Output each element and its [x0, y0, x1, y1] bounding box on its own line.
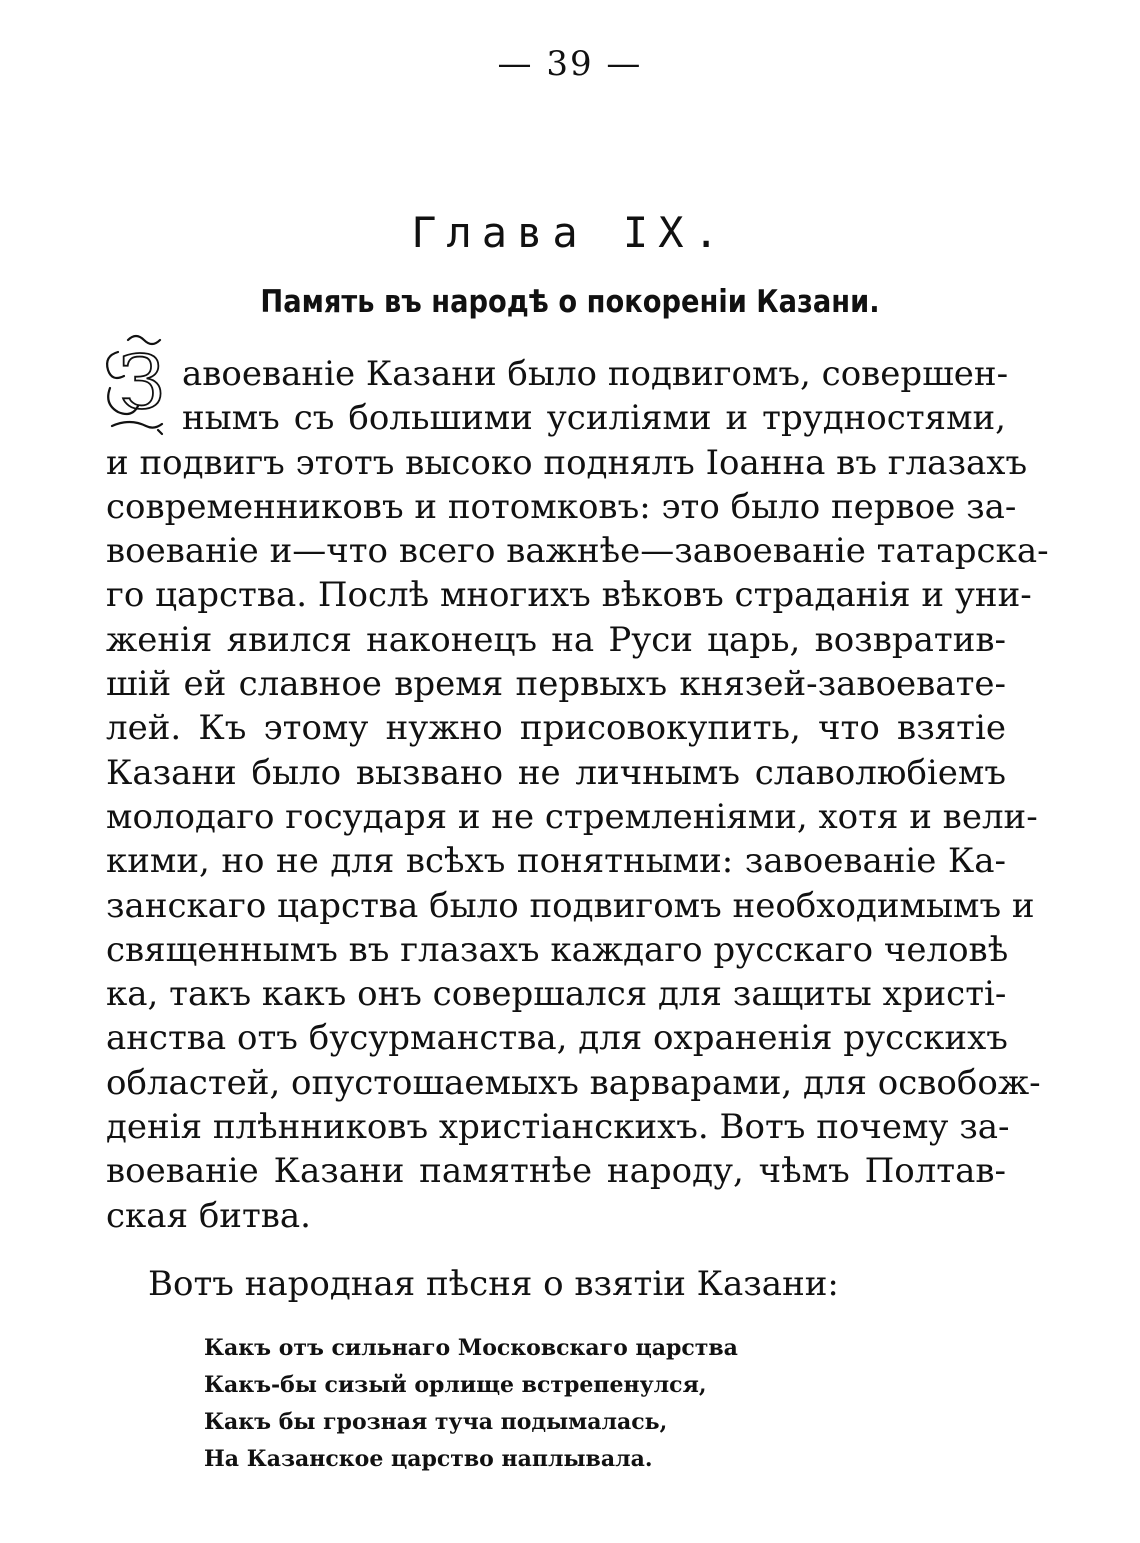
paragraph-line: авоеваніе Казани было подвигомъ, совершен-	[182, 354, 1009, 394]
paragraph-line: лей. Къ этому нужно присовокупить, что взятіе	[106, 708, 1006, 749]
paragraph-line: священнымъ въ глазахъ каждаго русскаго человѣ	[106, 929, 1009, 970]
verse-line: Какъ отъ сильнаго Московскаго царства	[204, 1335, 738, 1361]
paragraph-line: современниковъ и потомковъ: это было первое за-	[106, 486, 1017, 527]
paragraph-line: шій ей славное время первыхъ князей-завоевате-	[106, 664, 1006, 705]
drop-cap-letter: З	[118, 340, 166, 426]
verse-line: Какъ бы грозная туча подымалась,	[204, 1409, 668, 1435]
paragraph-line: кими, но не для всѣхъ понятными: завоеваніе Ка-	[106, 841, 1006, 882]
chapter-heading: Память въ народѣ о покореніи Казани.	[260, 284, 880, 320]
page-number: — 39 —	[497, 44, 643, 84]
paragraph	[106, 352, 1049, 1238]
paragraph-line: воеваніе и—что всего важнѣе—завоеваніе татарска-	[106, 531, 1049, 572]
paragraph-line: молодаго государя и не стремленіями, хотя и вели-	[106, 796, 1038, 837]
paragraph-line: ская битва.	[106, 1195, 311, 1236]
paragraph-line: и подвигъ этотъ высоко поднялъ Іоанна въ глазахъ	[106, 442, 1028, 483]
paragraph-line: анства отъ бусурманства, для охраненія русскихъ	[106, 1018, 1008, 1059]
paragraph-line: областей, опустошаемыхъ варварами, для освобож-	[106, 1062, 1041, 1103]
paragraph-line: денія плѣнниковъ христіанскихъ. Вотъ почему за-	[106, 1107, 1010, 1148]
paragraph-line: го царства. Послѣ многихъ вѣковъ страданія и уни-	[106, 575, 1032, 616]
chapter-title: Глава IX.	[411, 208, 729, 257]
paragraph-line: женія явился наконецъ на Руси царь, возвратив-	[106, 619, 1006, 660]
paragraph-line: ка, такъ какъ онъ совершался для защиты христі-	[106, 974, 1007, 1015]
paragraph-line: Казани было вызвано не личнымъ славолюбіемъ	[106, 752, 1006, 793]
paragraph-line: воеваніе Казани памятнѣе народу, чѣмъ Полтав-	[106, 1151, 1006, 1192]
paragraph-line: занскаго царства было подвигомъ необходимымъ и	[106, 885, 1035, 926]
paragraph-line: нымъ съ большими усиліями и трудностями,	[182, 398, 1006, 439]
verse	[204, 1330, 738, 1478]
verse-line: Какъ-бы сизый орлище встрепенулся,	[204, 1372, 707, 1398]
verse-line: На Казанское царство наплывала.	[204, 1446, 653, 1472]
song-intro: Вотъ народная пѣсня о взятіи Казани:	[148, 1264, 839, 1304]
